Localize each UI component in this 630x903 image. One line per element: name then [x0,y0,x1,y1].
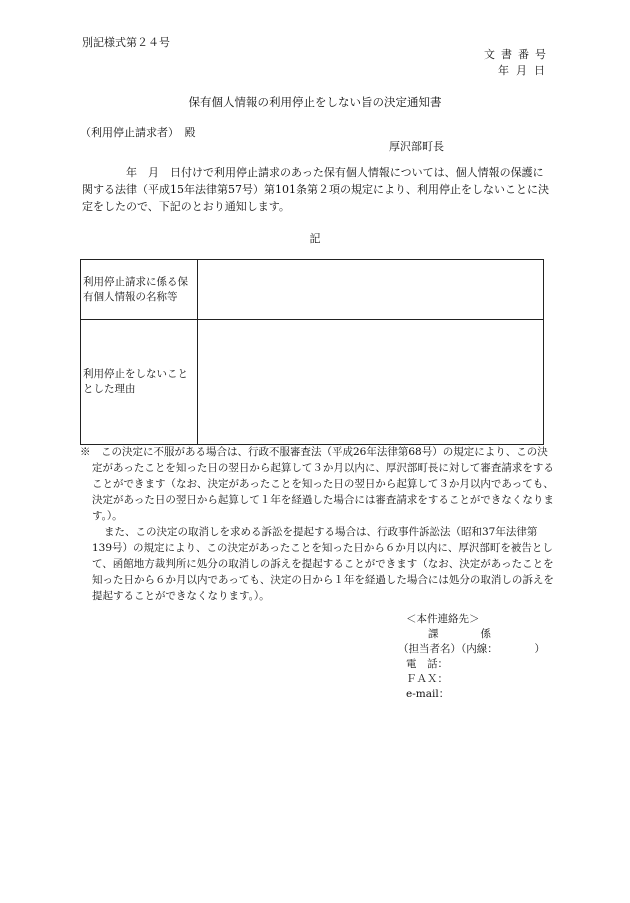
addressee: （利用停止請求者） 殿 [80,126,196,139]
contact-section: 課 係 [428,628,491,640]
sender: 厚沢部町長 [389,140,444,153]
note-lawsuit: また、この決定の取消しを求める訴訟を提起する場合は、行政事件訴訟法（昭和37年法律第139号）の規定により、この決定があったことを知った日から６か月以内に、厚沢部町を被告として、函館地方裁判所に処分の取消しの訴えを提起することができます（なお、決定があったことを知った日から６か月以内であっても、決定の日から１年を経過した場合には処分の取消しの訴えを提起することができなくなります。）。 [92,526,554,602]
contact-person: （担当者名）（内線： ） [398,643,545,655]
contact-heading: ＜本件連絡先＞ [406,613,480,625]
record-table [80,259,544,445]
table-row [81,260,544,320]
document-date-label: 年月日 [498,64,552,77]
ki-heading: 記 [309,232,321,245]
body-paragraph: 年 月 日付けで利用停止請求のあった保有個人情報については、個人情報の保護に関する法律（平成15年法律第57号）第101条第２項の規定により、利用停止をしないことに決定をしたので、下記のとおり通知します。 [82,166,549,213]
document-title: 保有個人情報の利用停止をしない旨の決定通知書 [188,95,442,109]
row-value-reason [198,320,544,445]
row-label-reason: 利用停止をしないこととした理由 [81,320,198,445]
contact-fax: ＦＡＸ： [406,673,448,685]
notes-section [80,444,554,604]
row-value-info-name [198,260,544,320]
contact-block [398,612,545,702]
document-number-label: 文書番号 [484,48,552,61]
contact-phone: 電 話： [406,658,448,670]
note-appeal: ※ この決定に不服がある場合は、行政不服審査法（平成26年法律第68号）の規定により、この決定があったことを知った日の翌日から起算して３か月以内に、厚沢部町長に対して審査請求をすることができます（なお、決定があったことを知った日の翌日から起算して３か月以内であっても、決定があった日の翌日から起算して１年を経過した場合には審査請求をすることができなくなります。）。 [80,446,554,522]
row-label-info-name: 利用停止請求に係る保有個人情報の名称等 [81,260,198,320]
table-row [81,320,544,445]
contact-email: e-mail： [406,688,450,700]
form-number: 別記様式第２４号 [82,36,170,49]
